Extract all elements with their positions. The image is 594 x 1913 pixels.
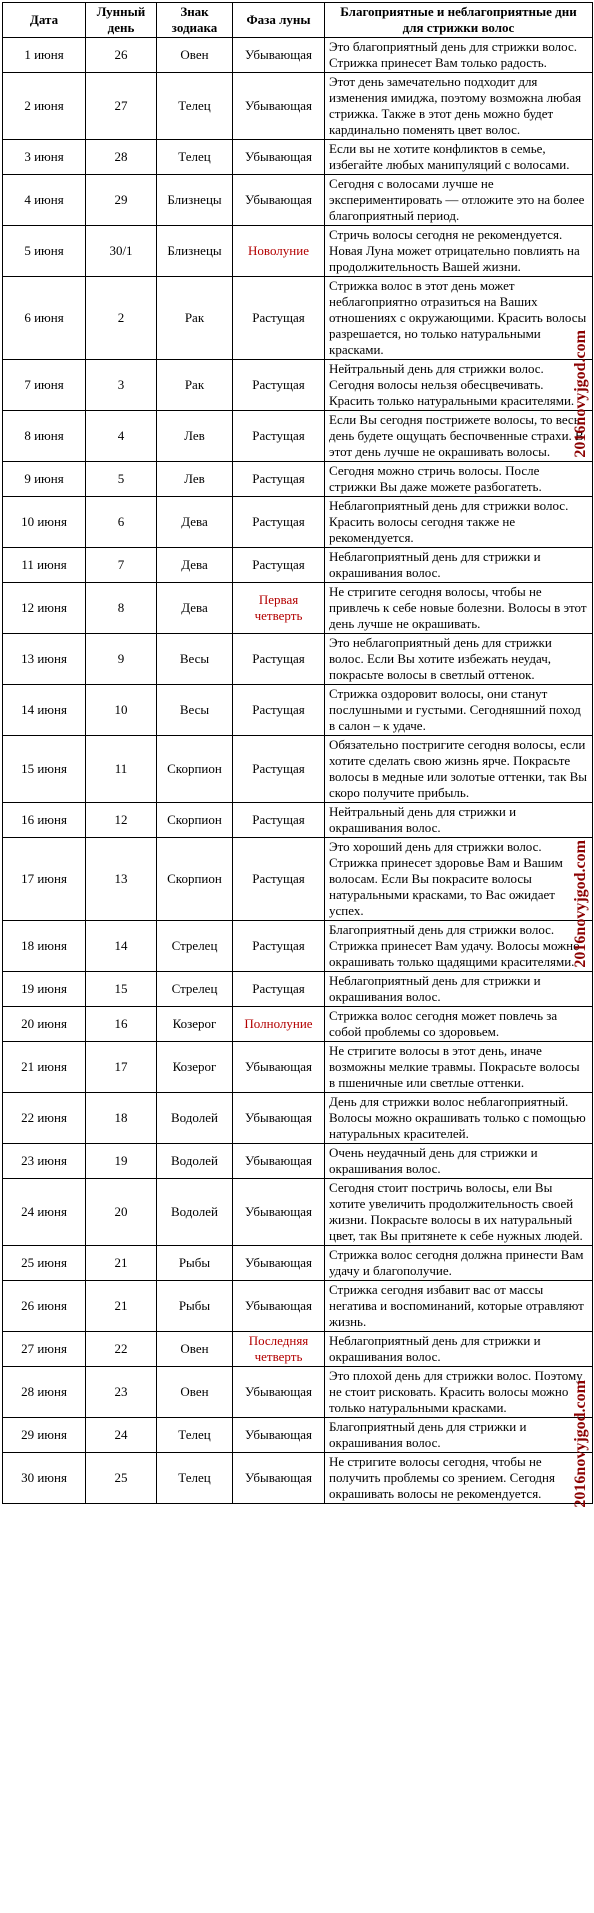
table-row: [3, 1144, 593, 1179]
date-cell: 14 июня: [3, 685, 86, 736]
table-row: [3, 277, 593, 360]
description-cell: День для стрижки волос неблагоприятный. Волосы можно окрашивать только с помощью натуральных красителей.: [325, 1093, 593, 1144]
moon-phase-cell: Первая четверть: [233, 583, 325, 634]
moon-phase-cell: Убывающая: [233, 1281, 325, 1332]
lunar-day-cell: 6: [86, 497, 157, 548]
watermark-text: 2016novyjgod.com: [572, 330, 589, 458]
table-row: [3, 685, 593, 736]
table-row: [3, 1007, 593, 1042]
table-row: [3, 1453, 593, 1504]
zodiac-cell: Водолей: [157, 1179, 233, 1246]
table-row: [3, 1093, 593, 1144]
moon-phase-cell: Убывающая: [233, 1179, 325, 1246]
description-cell: Сегодня можно стричь волосы. После стрижки Вы даже можете разбогатеть.: [325, 462, 593, 497]
description-cell: Благоприятный день для стрижки волос. Стрижка принесет Вам удачу. Волосы можно окрашивать только щадящими красителями.: [325, 921, 593, 972]
zodiac-cell: Весы: [157, 685, 233, 736]
table-row: [3, 1281, 593, 1332]
zodiac-cell: Скорпион: [157, 803, 233, 838]
moon-phase-cell: Последняя четверть: [233, 1332, 325, 1367]
zodiac-cell: Рыбы: [157, 1246, 233, 1281]
zodiac-cell: Рыбы: [157, 1281, 233, 1332]
description-cell: Не стригите волосы в этот день, иначе возможны мелкие травмы. Покрасьте волосы в пшеничные или светлые оттенки.: [325, 1042, 593, 1093]
lunar-day-cell: 25: [86, 1453, 157, 1504]
moon-phase-cell: Растущая: [233, 497, 325, 548]
table-row: [3, 73, 593, 140]
table-row: [3, 411, 593, 462]
date-cell: 25 июня: [3, 1246, 86, 1281]
lunar-day-cell: 7: [86, 548, 157, 583]
date-cell: 23 июня: [3, 1144, 86, 1179]
moon-phase-cell: Убывающая: [233, 1093, 325, 1144]
date-cell: 4 июня: [3, 175, 86, 226]
moon-phase-cell: Новолуние: [233, 226, 325, 277]
table-row: [3, 175, 593, 226]
table-row: [3, 462, 593, 497]
table-row: [3, 38, 593, 73]
table-row: [3, 1332, 593, 1367]
zodiac-cell: Рак: [157, 360, 233, 411]
description-cell: Неблагоприятный день для стрижки и окрашивания волос.: [325, 548, 593, 583]
lunar-day-cell: 30/1: [86, 226, 157, 277]
lunar-day-cell: 18: [86, 1093, 157, 1144]
zodiac-cell: Овен: [157, 1367, 233, 1418]
table-row: [3, 497, 593, 548]
header-zodiac: Знак зодиака: [157, 3, 233, 38]
description-cell: Нейтральный день для стрижки волос. Сегодня волосы нельзя обесцвечивать. Красить только натуральными красителями.: [325, 360, 593, 411]
zodiac-cell: Телец: [157, 73, 233, 140]
date-cell: 6 июня: [3, 277, 86, 360]
calendar-container: [2, 2, 593, 1504]
lunar-day-cell: 9: [86, 634, 157, 685]
description-cell: Стрижка волос сегодня может повлечь за собой проблемы со здоровьем.: [325, 1007, 593, 1042]
moon-phase-cell: Растущая: [233, 548, 325, 583]
lunar-day-cell: 26: [86, 38, 157, 73]
moon-phase-cell: Убывающая: [233, 73, 325, 140]
lunar-day-cell: 14: [86, 921, 157, 972]
description-cell: Стрижка волос сегодня должна принести Вам удачу и благополучие.: [325, 1246, 593, 1281]
lunar-day-cell: 19: [86, 1144, 157, 1179]
moon-phase-cell: Убывающая: [233, 1042, 325, 1093]
lunar-day-cell: 28: [86, 140, 157, 175]
date-cell: 12 июня: [3, 583, 86, 634]
description-cell: Обязательно постригите сегодня волосы, если хотите сделать свою жизнь ярче. Покрасьте волосы в медные или золотые оттенки, так Вы скоро получите прибыль.: [325, 736, 593, 803]
lunar-day-cell: 15: [86, 972, 157, 1007]
table-row: [3, 548, 593, 583]
header-description: Благоприятные и неблагоприятные дни для стрижки волос: [325, 3, 593, 38]
description-cell: Сегодня стоит постричь волосы, ели Вы хотите увеличить продолжительность своей жизни. Покрасьте волосы в их натуральный цвет, так Вы притянете к себе нужных людей.: [325, 1179, 593, 1246]
table-body: [3, 38, 593, 1504]
date-cell: 15 июня: [3, 736, 86, 803]
lunar-day-cell: 23: [86, 1367, 157, 1418]
date-cell: 1 июня: [3, 38, 86, 73]
lunar-day-cell: 10: [86, 685, 157, 736]
date-cell: 20 июня: [3, 1007, 86, 1042]
table-row: [3, 360, 593, 411]
description-cell: Стрижка оздоровит волосы, они станут послушными и густыми. Сегодняшний поход в салон – к удаче.: [325, 685, 593, 736]
haircut-calendar-table: [2, 2, 593, 1504]
moon-phase-cell: Убывающая: [233, 1144, 325, 1179]
date-cell: 3 июня: [3, 140, 86, 175]
description-cell: Если Вы сегодня пострижете волосы, то весь день будете ощущать беспочвенные страхи. В этот день лучше не окрашивать волосы.: [325, 411, 593, 462]
lunar-day-cell: 8: [86, 583, 157, 634]
zodiac-cell: Скорпион: [157, 838, 233, 921]
table-row: [3, 972, 593, 1007]
description-cell: Этот день замечательно подходит для изменения имиджа, поэтому возможна любая стрижка. Также в этот день можно будет кардинально поменять цвет волос.: [325, 73, 593, 140]
zodiac-cell: Овен: [157, 38, 233, 73]
date-cell: 7 июня: [3, 360, 86, 411]
description-cell: Не стригите сегодня волосы, чтобы не привлечь к себе новые болезни. Волосы в этот день лучше не окрашивать.: [325, 583, 593, 634]
moon-phase-cell: Растущая: [233, 972, 325, 1007]
zodiac-cell: Лев: [157, 462, 233, 497]
zodiac-cell: Дева: [157, 583, 233, 634]
moon-phase-cell: Растущая: [233, 462, 325, 497]
date-cell: 27 июня: [3, 1332, 86, 1367]
lunar-day-cell: 24: [86, 1418, 157, 1453]
zodiac-cell: Дева: [157, 497, 233, 548]
description-cell: Это хороший день для стрижки волос. Стрижка принесет здоровье Вам и Вашим волосам. Если Вы покрасите волосы натуральными красками, то Вас ожидает успех.: [325, 838, 593, 921]
moon-phase-cell: Полнолуние: [233, 1007, 325, 1042]
date-cell: 29 июня: [3, 1418, 86, 1453]
header-moon-phase: Фаза луны: [233, 3, 325, 38]
header-date: Дата: [3, 3, 86, 38]
lunar-day-cell: 20: [86, 1179, 157, 1246]
lunar-day-cell: 3: [86, 360, 157, 411]
table-row: [3, 838, 593, 921]
date-cell: 18 июня: [3, 921, 86, 972]
table-row: [3, 1179, 593, 1246]
moon-phase-cell: Растущая: [233, 803, 325, 838]
description-cell: Если вы не хотите конфликтов в семье, избегайте любых манипуляций с волосами.: [325, 140, 593, 175]
zodiac-cell: Овен: [157, 1332, 233, 1367]
moon-phase-cell: Растущая: [233, 838, 325, 921]
zodiac-cell: Телец: [157, 1453, 233, 1504]
lunar-day-cell: 29: [86, 175, 157, 226]
date-cell: 10 июня: [3, 497, 86, 548]
lunar-day-cell: 13: [86, 838, 157, 921]
description-cell: Неблагоприятный день для стрижки и окрашивания волос.: [325, 972, 593, 1007]
date-cell: 17 июня: [3, 838, 86, 921]
table-row: [3, 1367, 593, 1418]
moon-phase-cell: Растущая: [233, 634, 325, 685]
zodiac-cell: Дева: [157, 548, 233, 583]
description-cell: Нейтральный день для стрижки и окрашивания волос.: [325, 803, 593, 838]
moon-phase-cell: Растущая: [233, 736, 325, 803]
zodiac-cell: Скорпион: [157, 736, 233, 803]
date-cell: 2 июня: [3, 73, 86, 140]
lunar-day-cell: 16: [86, 1007, 157, 1042]
date-cell: 19 июня: [3, 972, 86, 1007]
description-cell: Сегодня с волосами лучше не экспериментировать — отложите это на более благоприятный период.: [325, 175, 593, 226]
table-row: [3, 634, 593, 685]
description-cell: Неблагоприятный день для стрижки и окрашивания волос.: [325, 1332, 593, 1367]
date-cell: 11 июня: [3, 548, 86, 583]
zodiac-cell: Весы: [157, 634, 233, 685]
lunar-day-cell: 22: [86, 1332, 157, 1367]
zodiac-cell: Козерог: [157, 1007, 233, 1042]
table-row: [3, 1418, 593, 1453]
moon-phase-cell: Убывающая: [233, 38, 325, 73]
zodiac-cell: Лев: [157, 411, 233, 462]
moon-phase-cell: Убывающая: [233, 1418, 325, 1453]
watermark-text: 2016novyjgod.com: [572, 1380, 589, 1508]
lunar-day-cell: 21: [86, 1246, 157, 1281]
zodiac-cell: Близнецы: [157, 175, 233, 226]
table-row: [3, 1246, 593, 1281]
date-cell: 22 июня: [3, 1093, 86, 1144]
zodiac-cell: Рак: [157, 277, 233, 360]
lunar-day-cell: 2: [86, 277, 157, 360]
date-cell: 9 июня: [3, 462, 86, 497]
zodiac-cell: Водолей: [157, 1093, 233, 1144]
zodiac-cell: Телец: [157, 140, 233, 175]
lunar-day-cell: 11: [86, 736, 157, 803]
description-cell: Стрижка сегодня избавит вас от массы негатива и воспоминаний, которые отравляют жизнь.: [325, 1281, 593, 1332]
description-cell: Не стригите волосы сегодня, чтобы не получить проблемы со зрением. Сегодня окрашивать волосы не рекомендуется.: [325, 1453, 593, 1504]
lunar-day-cell: 4: [86, 411, 157, 462]
moon-phase-cell: Растущая: [233, 277, 325, 360]
lunar-day-cell: 21: [86, 1281, 157, 1332]
zodiac-cell: Стрелец: [157, 972, 233, 1007]
watermark-text: 2016novyjgod.com: [572, 840, 589, 968]
date-cell: 8 июня: [3, 411, 86, 462]
lunar-day-cell: 5: [86, 462, 157, 497]
description-cell: Стрижка волос в этот день может неблагоприятно отразиться на Ваших отношениях с окружающими. Красить волосы разрешается, но только натуральными красками.: [325, 277, 593, 360]
zodiac-cell: Близнецы: [157, 226, 233, 277]
table-row: [3, 803, 593, 838]
date-cell: 13 июня: [3, 634, 86, 685]
description-cell: Это плохой день для стрижки волос. Поэтому не стоит рисковать. Красить волосы можно только натуральными красками.: [325, 1367, 593, 1418]
moon-phase-cell: Растущая: [233, 685, 325, 736]
moon-phase-cell: Растущая: [233, 411, 325, 462]
moon-phase-cell: Растущая: [233, 360, 325, 411]
description-cell: Это благоприятный день для стрижки волос. Стрижка принесет Вам только радость.: [325, 38, 593, 73]
table-row: [3, 226, 593, 277]
date-cell: 16 июня: [3, 803, 86, 838]
table-row: [3, 140, 593, 175]
date-cell: 21 июня: [3, 1042, 86, 1093]
description-cell: Это неблагоприятный день для стрижки волос. Если Вы хотите избежать неудач, покрасьте волосы в светлый оттенок.: [325, 634, 593, 685]
description-cell: Стричь волосы сегодня не рекомендуется. Новая Луна может отрицательно повлиять на продолжительность Вашей жизни.: [325, 226, 593, 277]
description-cell: Благоприятный день для стрижки и окрашивания волос.: [325, 1418, 593, 1453]
table-row: [3, 583, 593, 634]
table-row: [3, 736, 593, 803]
date-cell: 5 июня: [3, 226, 86, 277]
table-row: [3, 1042, 593, 1093]
description-cell: Очень неудачный день для стрижки и окрашивания волос.: [325, 1144, 593, 1179]
zodiac-cell: Козерог: [157, 1042, 233, 1093]
zodiac-cell: Водолей: [157, 1144, 233, 1179]
lunar-day-cell: 17: [86, 1042, 157, 1093]
description-cell: Неблагоприятный день для стрижки волос. Красить волосы сегодня также не рекомендуется.: [325, 497, 593, 548]
header-row: [3, 3, 593, 38]
date-cell: 28 июня: [3, 1367, 86, 1418]
lunar-day-cell: 27: [86, 73, 157, 140]
moon-phase-cell: Убывающая: [233, 175, 325, 226]
date-cell: 26 июня: [3, 1281, 86, 1332]
moon-phase-cell: Убывающая: [233, 140, 325, 175]
moon-phase-cell: Убывающая: [233, 1453, 325, 1504]
table-row: [3, 921, 593, 972]
moon-phase-cell: Убывающая: [233, 1246, 325, 1281]
zodiac-cell: Стрелец: [157, 921, 233, 972]
date-cell: 24 июня: [3, 1179, 86, 1246]
moon-phase-cell: Растущая: [233, 921, 325, 972]
header-lunar-day: Лунный день: [86, 3, 157, 38]
moon-phase-cell: Убывающая: [233, 1367, 325, 1418]
lunar-day-cell: 12: [86, 803, 157, 838]
date-cell: 30 июня: [3, 1453, 86, 1504]
zodiac-cell: Телец: [157, 1418, 233, 1453]
